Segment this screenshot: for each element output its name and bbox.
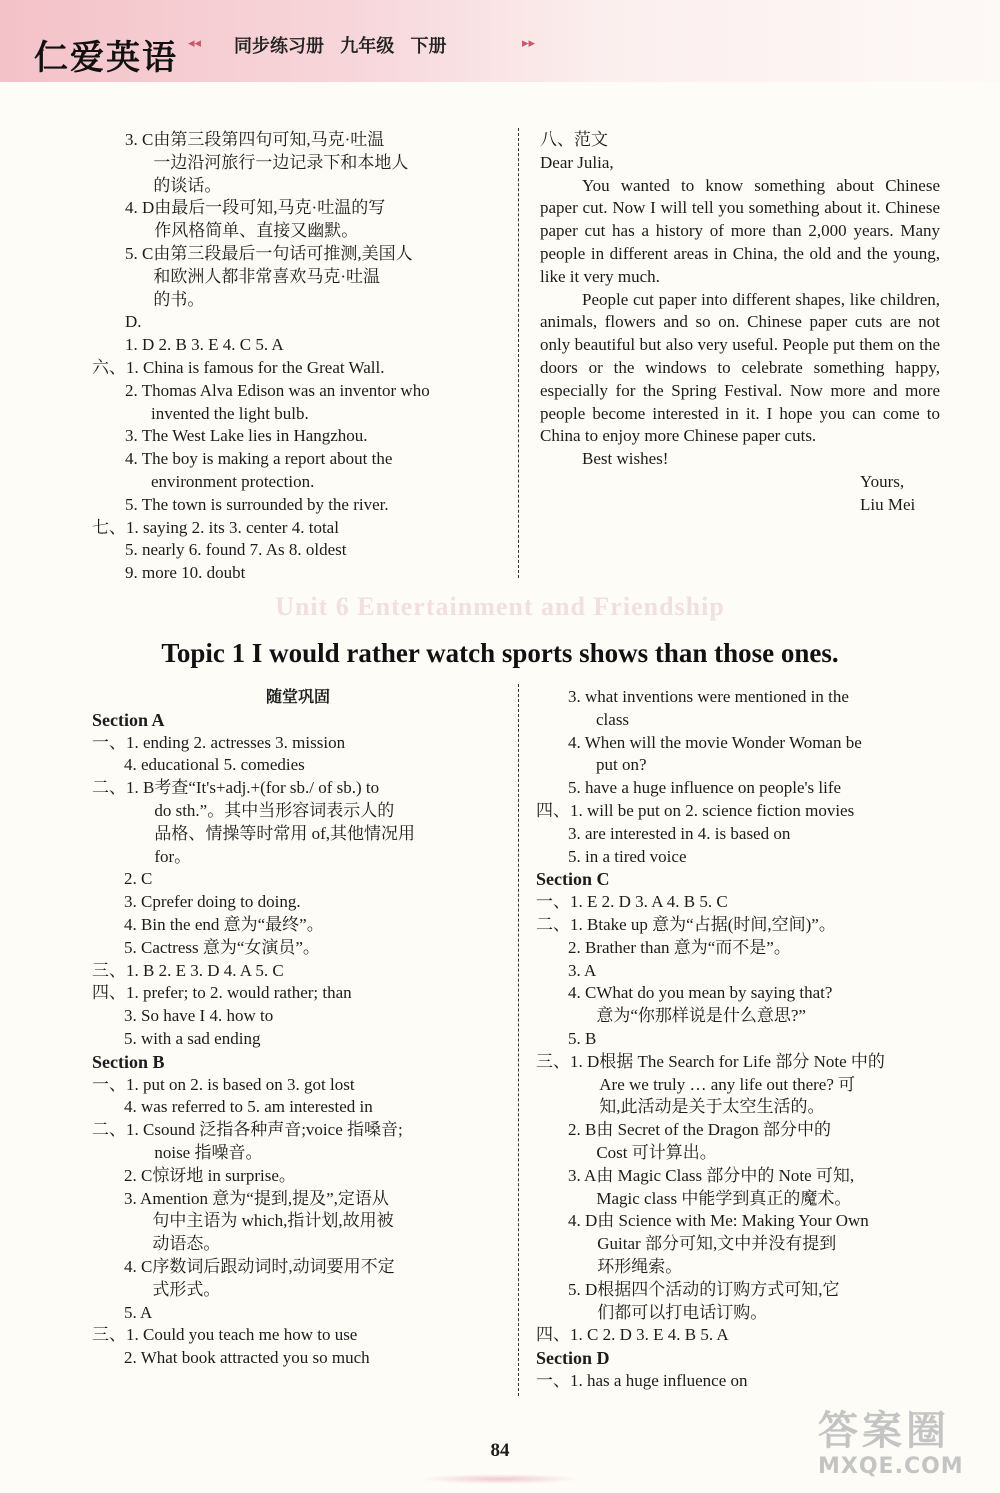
unit-title: Unit 6 Entertainment and Friendship	[275, 592, 725, 621]
answer-item	[536, 1051, 950, 1119]
answer-label: 5. C	[125, 243, 154, 263]
brand-title: 仁爱英语	[34, 38, 178, 78]
essay-heading: 八、范文	[540, 130, 608, 149]
header-arrows-right: ▸▸	[522, 36, 536, 51]
explanation-line: Cost 可计算出。	[596, 1142, 717, 1162]
essay-paragraph-1: You wanted to know something about Chinese paper cut. Now I will tell you something about it. Chinese paper cut has a history of more than 2,000 years. Many people in different areas in China, the old and the young, like it very much.	[540, 175, 940, 286]
section-heading: Section A	[92, 709, 165, 730]
answer-explanation	[596, 1165, 854, 1211]
answer-line: 9. more 10. doubt	[125, 563, 246, 583]
answer-line: 一、1. put on 2. is based on 3. got lost	[92, 1074, 355, 1094]
answer-item	[568, 1279, 950, 1325]
explanation-line: Are we truly … any life out there? 可	[599, 1074, 856, 1094]
explanation-line: 式形式。	[152, 1279, 221, 1299]
answer-line: environment protection.	[151, 471, 315, 491]
section-heading: Section C	[536, 869, 610, 890]
answer-line: 七、1. saying 2. its 3. center 4. total	[92, 517, 339, 537]
answer-label: 3. C	[125, 130, 154, 149]
explanation-line: prefer doing to doing.	[152, 892, 301, 912]
section-heading: Section D	[536, 1348, 610, 1369]
answer-explanation	[153, 129, 408, 197]
answer-label: 3. A	[568, 1165, 597, 1185]
answer-line: 3. what inventions were mentioned in the	[568, 687, 849, 706]
answer-line: 4. was referred to 5. am interested in	[124, 1097, 373, 1117]
explanation-line: 由 Science with Me: Making Your Own	[597, 1211, 869, 1231]
answer-label: 三、1. D	[536, 1051, 600, 1071]
explanation-line: 由第三段最后一句话可推测,美国人	[153, 243, 413, 263]
answer-line: put on?	[596, 755, 647, 775]
explanation-line: do sth.”。其中当形容词表示人的	[154, 800, 395, 820]
explanation-line: 环形绳索。	[597, 1256, 683, 1276]
answer-explanation	[597, 1210, 869, 1278]
answer-line: 四、1. will be put on 2. science fiction movies	[536, 800, 855, 820]
explanation-line: 根据四个活动的订购方式可知,它	[597, 1279, 840, 1299]
page-header	[0, 0, 1000, 82]
header-arrows-left: ◂◂	[188, 36, 202, 51]
watermark-logo	[818, 1408, 993, 1486]
answer-label: 二、1. B	[536, 914, 599, 934]
explanation-line: 由最后一段可知,马克·吐温的写	[154, 198, 386, 218]
answer-line: 四、1. prefer; to 2. would rather; than	[92, 983, 352, 1003]
answer-line: 5. in a tired voice	[568, 846, 687, 866]
answer-line: 一、1. ending 2. actresses 3. mission	[92, 732, 346, 752]
answer-line: 4. The boy is making a report about the	[125, 449, 393, 469]
explanation-line: 一边沿河旅行一边记录下和本地人	[153, 152, 409, 172]
answer-line: D.	[125, 312, 142, 332]
explanation-line: Guitar 部分可知,文中并没有提到	[597, 1234, 837, 1254]
explanation-line: 动语态。	[152, 1234, 221, 1254]
answer-explanation	[596, 1119, 831, 1165]
answer-line: 一、1. has a huge influence on	[536, 1370, 748, 1390]
answer-label: 4. D	[125, 198, 155, 218]
explanation-line: 由第三段第四句可知,马克·吐温	[153, 130, 385, 149]
answer-item	[568, 982, 950, 1028]
essay-sign-yours: Yours,	[860, 471, 905, 491]
explanation-line: 根据 The Search for Life 部分 Note 中的	[599, 1051, 885, 1071]
explanation-line: mention 意为“提到,提及”,定语从	[152, 1188, 389, 1208]
explanation-line: 的书。	[153, 289, 205, 309]
explanation-line: 由 Secret of the Dragon 部分中的	[596, 1120, 831, 1140]
answer-line: 4. When will the movie Wonder Woman be	[568, 732, 862, 752]
page-number: 84	[490, 1440, 510, 1461]
essay-sign-name: Liu Mei	[860, 494, 916, 514]
answer-line: 4. educational 5. comedies	[124, 755, 305, 775]
answer-line: 六、1. China is famous for the Great Wall.	[92, 357, 385, 377]
answer-line: 5. A	[124, 1302, 153, 1322]
subsection-title: 随堂巩固	[265, 687, 330, 706]
answer-line: class	[596, 709, 630, 729]
explanation-line: 句中主语为 which,指计划,故用被	[152, 1211, 394, 1231]
answer-line: invented the light bulb.	[151, 403, 309, 423]
explanation-line: 意为“你那样说是什么意思?”	[596, 1006, 806, 1026]
answer-line: 5. nearly 6. found 7. As 8. oldest	[125, 540, 347, 560]
answer-line: 3. The West Lake lies in Hangzhou.	[125, 426, 368, 446]
explanation-line: Magic class 中能学到真正的魔术。	[596, 1188, 852, 1208]
answer-label: 4. C	[568, 983, 597, 1003]
explanation-line: 知,此活动是关于太空生活的。	[599, 1097, 825, 1117]
answer-line: 5. The town is surrounded by the river.	[125, 494, 389, 514]
explanation-line: 考查“It's+adj.+(for sb./ of sb.) to	[154, 778, 380, 798]
answer-line: 5. have a huge influence on people's life	[568, 778, 842, 798]
essay-greeting: Dear Julia,	[540, 152, 614, 172]
answer-line: 三、1. Could you teach me how to use	[92, 1325, 358, 1345]
bottom-decoration	[420, 1474, 580, 1484]
essay-paragraph-2: People cut paper into different shapes, like children, animals, flowers and so on. Chinese paper cuts are not only beautiful but also very useful. People put them on the doors or the windows to celebrate something happy, especially for the Spring Festival. Now more and more people become interested in it. I hope you can come to China to enjoy more Chinese paper cuts.	[540, 289, 940, 446]
answer-line: 5. B	[568, 1028, 597, 1048]
answer-label: 5. C	[124, 937, 153, 957]
explanation-line: 序数词后跟动词时,动词要用不定	[152, 1256, 395, 1276]
answer-line: 2. What book attracted you so much	[124, 1348, 370, 1368]
answer-explanation	[598, 914, 835, 937]
answer-item	[125, 197, 505, 243]
answer-explanation	[597, 1279, 839, 1325]
explanation-line: 的谈话。	[153, 175, 222, 195]
answer-label: 二、1. C	[92, 1120, 155, 1140]
explanation-line: 们都可以打电话订购。	[597, 1302, 768, 1322]
explanation-line: What do you mean by saying that?	[596, 983, 833, 1003]
answer-explanation	[596, 937, 791, 960]
watermark-url: MXQE.COM	[818, 1454, 964, 1479]
answer-explanation	[596, 982, 832, 1028]
explanation-line: 作风格简单、直接又幽默。	[154, 221, 359, 241]
answer-line: 3. A	[568, 960, 597, 980]
answer-label: 二、1. B	[92, 778, 155, 798]
answer-item	[125, 129, 505, 197]
explanation-line: 惊讶地 in surprise。	[152, 1165, 296, 1185]
answer-line: 3. So have I 4. how to	[124, 1006, 274, 1026]
explanation-line: noise 指噪音。	[154, 1142, 263, 1162]
header-subtitle: 同步练习册 九年级 下册	[234, 36, 447, 57]
explanation-line: for。	[154, 846, 192, 866]
answer-line: 一、1. E 2. D 3. A 4. B 5. C	[536, 892, 728, 912]
essay-closing: Best wishes!	[582, 449, 669, 469]
answer-line: 2. C	[124, 869, 153, 889]
answer-item	[125, 243, 505, 311]
explanation-line: in the end 意为“最终”。	[152, 914, 324, 934]
model-essay	[540, 129, 940, 517]
answer-explanation	[153, 243, 412, 311]
answer-label: 2. B	[568, 937, 597, 957]
answer-item	[536, 914, 950, 937]
answer-line: 5. with a sad ending	[124, 1028, 261, 1048]
explanation-line: rather than 意为“而不是”。	[596, 937, 791, 957]
answer-label: 2. B	[568, 1120, 597, 1140]
answer-line: 3. are interested in 4. is based on	[568, 823, 791, 843]
explanation-line: 品格、情操等时常用 of,其他情况用	[154, 823, 416, 843]
answer-label: 4. D	[568, 1211, 598, 1231]
answer-item	[568, 1119, 950, 1165]
answer-line: 1. D 2. B 3. E 4. C 5. A	[125, 335, 284, 355]
answer-label: 4. B	[124, 914, 153, 934]
explanation-line: 和欧洲人都非常喜欢马克·吐温	[153, 266, 381, 286]
answer-label: 4. C	[124, 1256, 153, 1276]
answer-line: 三、1. B 2. E 3. D 4. A 5. C	[92, 960, 284, 980]
answer-label: 2. C	[124, 1165, 153, 1185]
watermark-text: 答案圈	[818, 1408, 950, 1454]
answer-line: 2. Thomas Alva Edison was an inventor who	[125, 380, 430, 400]
explanation-line: actress 意为“女演员”。	[152, 937, 320, 957]
answer-explanation	[599, 1051, 885, 1119]
answer-label: 3. A	[124, 1188, 153, 1208]
section-heading: Section B	[92, 1051, 165, 1072]
answer-item	[568, 1210, 950, 1278]
top-left-column	[0, 129, 505, 585]
answer-line: 四、1. C 2. D 3. E 4. B 5. A	[536, 1325, 729, 1345]
answer-item	[568, 937, 950, 960]
column-divider-top	[518, 128, 519, 578]
answer-label: 5. D	[568, 1279, 598, 1299]
answer-label: 3. C	[124, 892, 153, 912]
topic-title: Topic 1 I would rather watch sports shows than those ones.	[161, 638, 839, 668]
explanation-line: 由 Magic Class 部分中的 Note 可知,	[596, 1165, 855, 1185]
explanation-line: sound 泛指各种声音;voice 指嗓音;	[154, 1120, 403, 1140]
answer-explanation	[154, 197, 385, 243]
bottom-right-column	[0, 686, 950, 1393]
answer-item	[568, 1165, 950, 1211]
explanation-line: take up 意为“占据(时间,空间)”。	[598, 914, 836, 934]
